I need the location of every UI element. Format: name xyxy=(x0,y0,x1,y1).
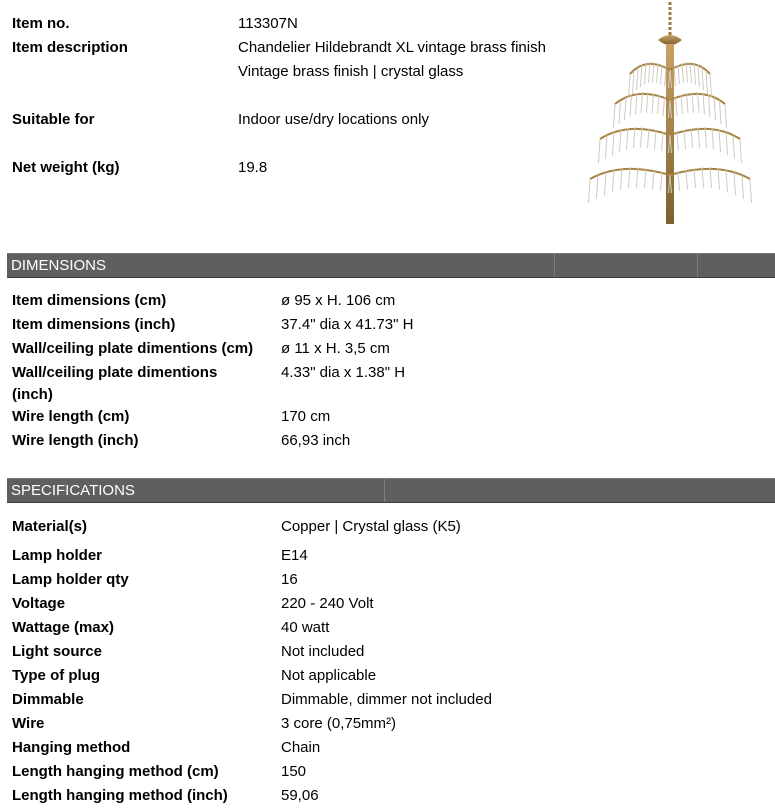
wire-length-cm-value: 170 cm xyxy=(281,408,331,425)
dimmable-value: Dimmable, dimmer not included xyxy=(281,691,492,708)
dimensions-header xyxy=(7,253,775,278)
lamp-holder-label: Lamp holder xyxy=(12,547,103,564)
band-divider xyxy=(697,254,698,277)
item-dimensions-cm-value: ø 95 x H. 106 cm xyxy=(281,292,396,309)
type-of-plug-label: Type of plug xyxy=(12,667,101,684)
plate-dimensions-inch-label: Wall/ceiling plate dimentions xyxy=(12,364,218,381)
dimensions-title: DIMENSIONS xyxy=(11,257,107,274)
net-weight-value: 19.8 xyxy=(238,159,268,176)
item-dimensions-cm-label: Item dimensions (cm) xyxy=(12,292,167,309)
length-hanging-inch-value: 59,06 xyxy=(281,787,319,804)
plate-dimensions-cm-value: ø 11 x H. 3,5 cm xyxy=(281,340,390,357)
suitable-for-value: Indoor use/dry locations only xyxy=(238,111,429,128)
length-hanging-cm-label: Length hanging method (cm) xyxy=(12,763,219,780)
materials-label: Material(s) xyxy=(12,518,88,535)
plate-dimensions-inch-value: 4.33" dia x 1.38" H xyxy=(281,364,406,381)
wire-length-inch-label: Wire length (inch) xyxy=(12,432,139,449)
length-hanging-inch-label: Length hanging method (inch) xyxy=(12,787,228,804)
wattage-value: 40 watt xyxy=(281,619,330,636)
lamp-holder-qty-label: Lamp holder qty xyxy=(12,571,129,588)
specifications-header xyxy=(7,478,775,503)
light-source-label: Light source xyxy=(12,643,103,660)
length-hanging-cm-value: 150 xyxy=(281,763,307,780)
light-source-value: Not included xyxy=(281,643,365,660)
type-of-plug-value: Not applicable xyxy=(281,667,377,684)
band-divider xyxy=(554,254,555,277)
specifications-title: SPECIFICATIONS xyxy=(11,482,135,499)
wire-value: 3 core (0,75mm²) xyxy=(281,715,397,732)
wire-label: Wire xyxy=(12,715,45,732)
suitable-for-label: Suitable for xyxy=(12,111,95,128)
item-dimensions-inch-value: 37.4" dia x 41.73" H xyxy=(281,316,414,333)
lamp-holder-value: E14 xyxy=(281,547,308,564)
wire-length-cm-label: Wire length (cm) xyxy=(12,408,130,425)
wire-length-inch-value: 66,93 inch xyxy=(281,432,351,449)
dimmable-label: Dimmable xyxy=(12,691,84,708)
item-description-value: Chandelier Hildebrandt XL vintage brass finish xyxy=(238,39,546,56)
voltage-label: Voltage xyxy=(12,595,66,612)
wattage-label: Wattage (max) xyxy=(12,619,114,636)
lamp-holder-qty-value: 16 xyxy=(281,571,298,588)
hanging-method-value: Chain xyxy=(281,739,321,756)
voltage-value: 220 - 240 Volt xyxy=(281,595,374,612)
materials-value: Copper | Crystal glass (K5) xyxy=(281,518,461,535)
item-description-label: Item description xyxy=(12,39,128,56)
item-no-value: 113307N xyxy=(238,15,298,32)
item-no-label: Item no. xyxy=(12,15,70,32)
hanging-method-label: Hanging method xyxy=(12,739,131,756)
item-dimensions-inch-label: Item dimensions (inch) xyxy=(12,316,176,333)
plate-dimensions-cm-label: Wall/ceiling plate dimentions (cm) xyxy=(12,340,254,357)
chandelier-photo-icon xyxy=(582,0,762,232)
plate-dimensions-inch-label-2: (inch) xyxy=(12,386,53,403)
band-divider xyxy=(384,479,385,502)
item-description-value-2: Vintage brass finish | crystal glass xyxy=(238,63,464,80)
net-weight-label: Net weight (kg) xyxy=(12,159,120,176)
